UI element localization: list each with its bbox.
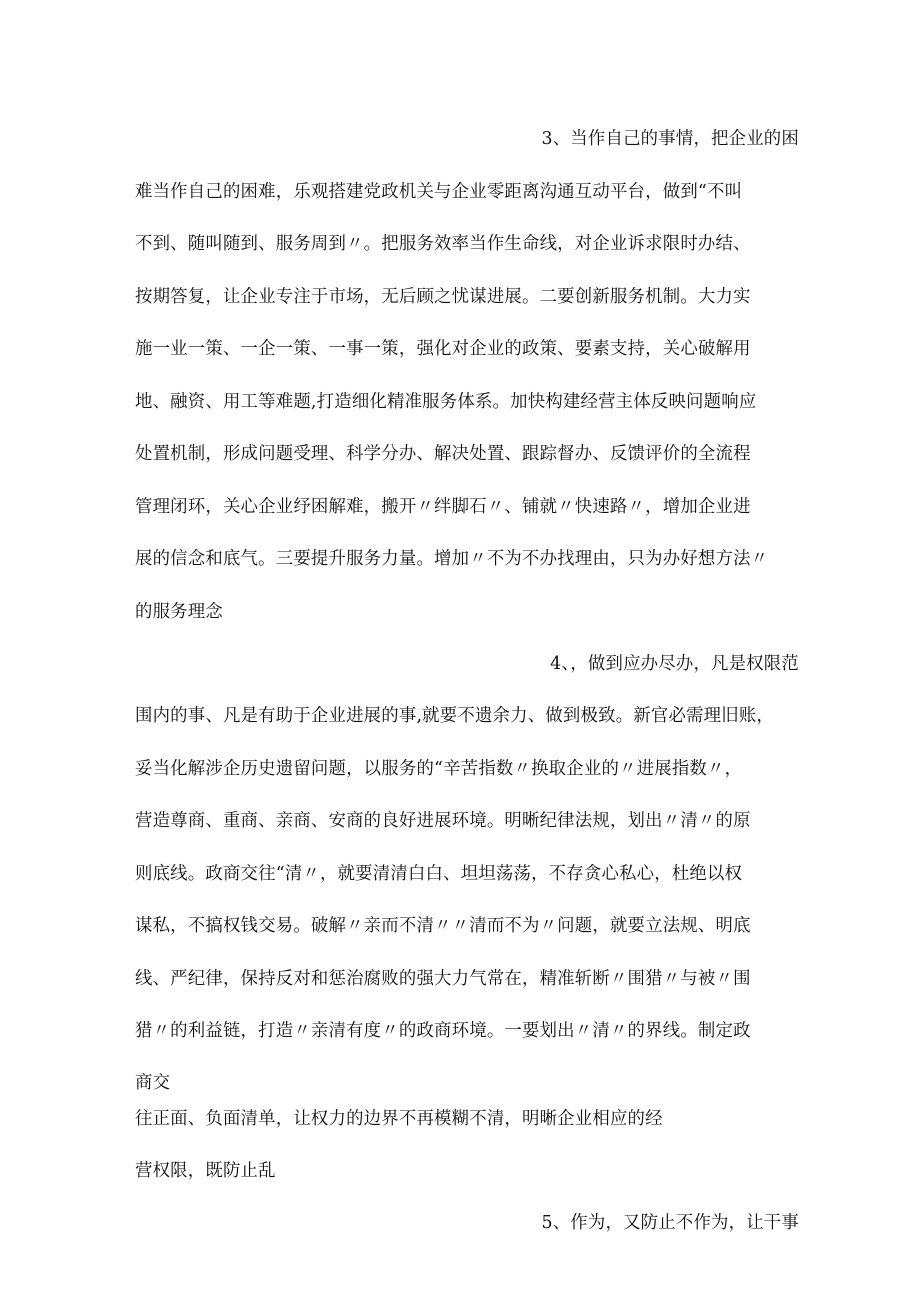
text-line: 处置机制，形成问题受理、科学分办、解决处置、跟踪督办、反馈评价的全流程: [135, 444, 751, 464]
paragraph-5-heading: 5、作为，又防止不作为，让干事: [541, 1213, 799, 1233]
text-line: 不到、随叫随到、服务周到〃。把服务效率当作生命线，对企业诉求限时办结、: [135, 234, 751, 254]
text-line: 按期答复，让企业专注于市场，无后顾之忧谋进展。二要创新服务机制。大力实: [135, 287, 751, 307]
text-line: 的服务理念: [135, 602, 223, 622]
text-line: 妥当化解涉企历史遗留问题，以服务的“辛苦指数〃换取企业的〃进展指数〃，: [135, 759, 743, 779]
text-line: 商交: [135, 1073, 171, 1093]
text-line: 往正面、负面清单，让权力的边界不再模糊不清，明晰企业相应的经: [135, 1109, 663, 1129]
text-line: 地、融资、用工等难题,打造细化精准服务体系。加快构建经营主体反映问题响应: [135, 392, 757, 412]
text-line: 谋私，不搞权钱交易。破解〃亲而不清〃〃清而不为〃问题，就要立法规、明底: [135, 916, 751, 936]
text-line: 则底线。政商交往“清〃，就要清清白白、坦坦荡荡，不存贪心私心，杜绝以权: [135, 864, 743, 884]
text-line: 管理闭环，关心企业纾困解难，搬开〃绊脚石〃、铺就〃快速路〃，增加企业进: [135, 497, 751, 517]
paragraph-3-heading: 3、当作自己的事情，把企业的困: [541, 129, 799, 149]
text-line: 施一业一策、一企一策、一事一策，强化对企业的政策、要素支持，关心破解用: [135, 339, 751, 359]
paragraph-4-heading: 4、，做到应办尽办，凡是权限范: [550, 654, 799, 674]
text-line: 围内的事、凡是有助于企业进展的事,就要不遗余力、做到极致。新官必需理旧账，: [135, 706, 774, 726]
text-line: 猎〃的利益链，打造〃亲清有度〃的政商环境。一要划出〃清〃的界线。制定政: [135, 1021, 751, 1041]
text-line: 展的信念和底气。三要提升服务力量。增加〃不为不办找理由，只为办好想方法〃: [135, 549, 769, 569]
text-line: 营造尊商、重商、亲商、安商的良好进展环境。明晰纪律法规，划出〃清〃的原: [135, 811, 751, 831]
text-line: 营权限，既防止乱: [135, 1161, 276, 1181]
text-line: 难当作自己的困难，乐观搭建党政机关与企业零距离沟通互动平台，做到“不叫: [135, 182, 743, 202]
text-line: 线、严纪律，保持反对和惩治腐败的强大力气常在，精准斩断〃围猎〃与被〃围: [135, 969, 751, 989]
